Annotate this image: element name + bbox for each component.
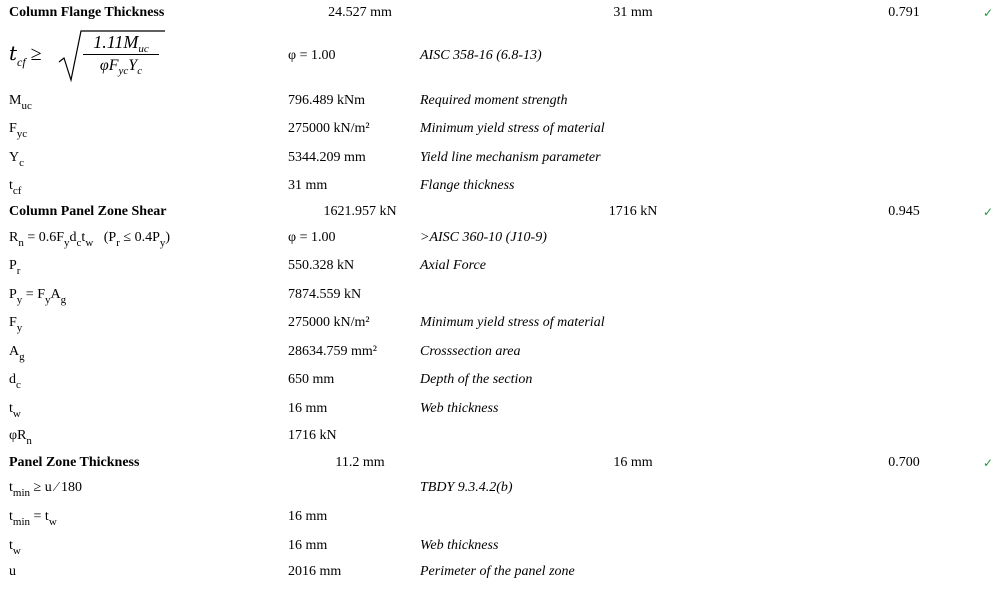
row-note: Web thickness (420, 538, 499, 553)
symbol-ag: $A_g$ (9, 344, 25, 363)
section-capacity: 16 mm (613, 455, 653, 470)
section-demand: 11.2 mm (335, 455, 385, 470)
row-note: Web thickness (420, 401, 499, 416)
row-note: Minimum yield stress of material (420, 121, 605, 136)
row-value: 1716 kN (288, 428, 337, 443)
row-value: 2016 mm (288, 564, 342, 579)
formula-flange-thickness (9, 28, 169, 84)
row-note: TBDY 9.3.4.2(b) (420, 480, 513, 495)
formula-fraction (81, 30, 161, 77)
section-ratio: 0.791 (888, 5, 920, 20)
symbol-fyc: $F_{yc}$ (9, 121, 28, 140)
symbol-pr: $P_r$ (9, 258, 21, 277)
formula-tmin-u: $t_{min} \ge u$ ⁄ 180 (9, 480, 83, 499)
row-value: 28634.759 mm² (288, 344, 377, 359)
symbol-dc: $d_c$ (9, 372, 21, 391)
section-title: Column Flange Thickness (9, 5, 165, 20)
row-note: Flange thickness (420, 178, 515, 193)
row-value: 550.328 kN (288, 258, 355, 273)
formula-rn: $R_n = 0.6F_yd_ct_w$ $(P_r \le 0.4P_y)$ (9, 230, 171, 249)
row-value: 16 mm (288, 509, 328, 524)
row-note: Axial Force (420, 258, 486, 273)
formula-numerator: $1.11M_{uc}$ (93, 32, 149, 55)
formula-lhs: $t_{cf}$ ≥ (9, 41, 42, 69)
symbol-u: u (9, 564, 16, 579)
row-note: Yield line mechanism parameter (420, 150, 601, 165)
section-demand: 24.527 mm (328, 5, 392, 20)
check-icon: ✓ (983, 6, 994, 20)
row-value: 5344.209 mm (288, 150, 366, 165)
row-value: 796.489 kNm (288, 93, 365, 108)
symbol-tcf: $t_{cf}$ (9, 178, 22, 197)
section-title: Panel Zone Thickness (9, 455, 140, 470)
row-note: Depth of the section (420, 372, 533, 387)
row-value: 7874.559 kN (288, 287, 362, 302)
row-note: Minimum yield stress of material (420, 315, 605, 330)
row-value: 650 mm (288, 372, 335, 387)
symbol-muc: $M_{uc}$ (9, 93, 32, 112)
row-value: 275000 kN/m² (288, 315, 370, 330)
row-value: 275000 kN/m² (288, 121, 370, 136)
row-value: 16 mm (288, 538, 328, 553)
symbol-yc: $Y_c$ (9, 150, 25, 169)
formula-denominator: $\varphi F_{yc}Y_c$ (99, 57, 143, 77)
symbol-fy: $F_y$ (9, 315, 23, 334)
symbol-tw: $t_w$ (9, 401, 21, 420)
formula-py: $P_y = F_yA_g$ (9, 287, 67, 306)
row-value: φ = 1.00 (288, 230, 336, 245)
section-demand: 1621.957 kN (323, 204, 397, 219)
section-capacity: 1716 kN (608, 204, 658, 219)
symbol-tw: $t_w$ (9, 538, 21, 557)
section-ratio: 0.945 (888, 204, 920, 219)
row-value: φ = 1.00 (288, 48, 336, 63)
row-value: 16 mm (288, 401, 328, 416)
check-icon: ✓ (983, 205, 994, 219)
section-ratio: 0.700 (888, 455, 920, 470)
check-icon: ✓ (983, 456, 994, 470)
symbol-phi-rn: $\varphi R_n$ (9, 428, 32, 447)
section-capacity: 31 mm (613, 5, 653, 20)
row-note: Required moment strength (420, 93, 568, 108)
formula-tmin-tw: $t_{min} = t_w$ (9, 509, 57, 528)
row-note: AISC 358-16 (6.8-13) (420, 48, 542, 63)
row-note: >AISC 360-10 (J10-9) (420, 230, 547, 245)
row-note: Crosssection area (420, 344, 521, 359)
row-note: Perimeter of the panel zone (420, 564, 575, 579)
section-title: Column Panel Zone Shear (9, 204, 167, 219)
row-value: 31 mm (288, 178, 328, 193)
